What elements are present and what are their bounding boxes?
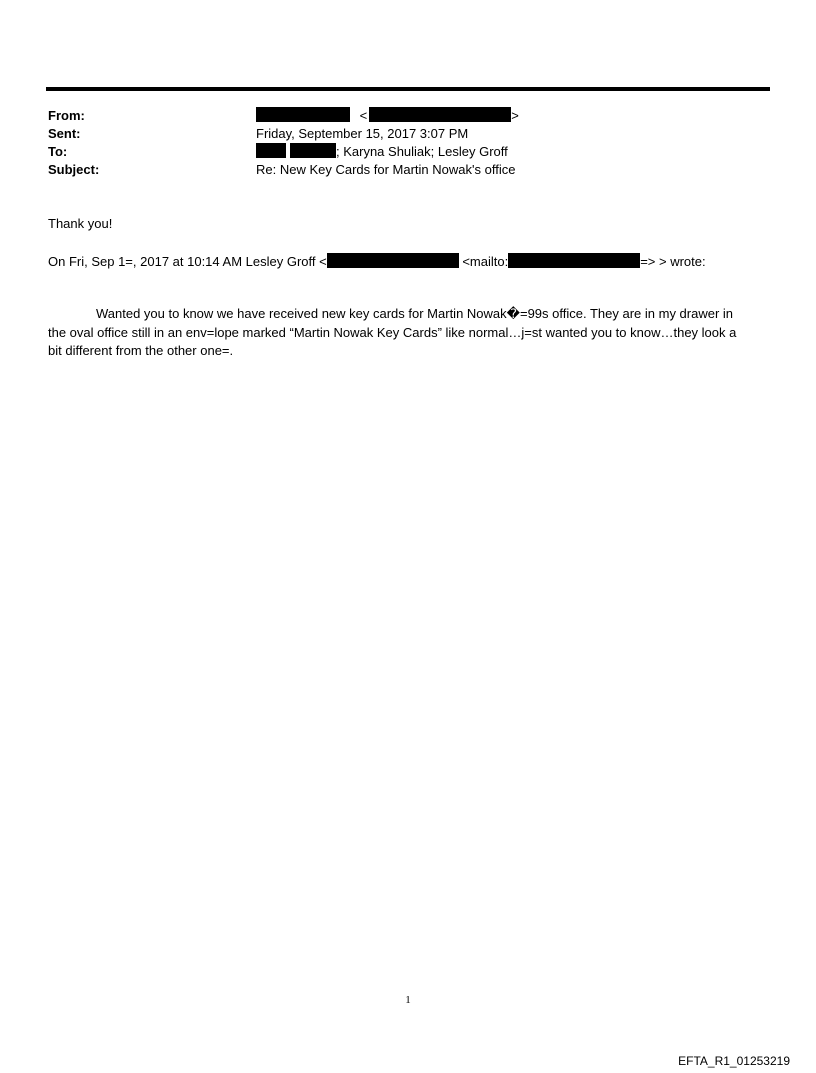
paragraph-line: bit different from the other one=. (48, 343, 234, 358)
header-divider (46, 87, 770, 91)
redaction-block (294, 107, 350, 122)
document-id: EFTA_R1_01253219 (678, 1054, 790, 1068)
from-open-bracket: < (359, 108, 368, 123)
redaction-block (327, 253, 459, 268)
redaction-block (369, 107, 511, 122)
from-label: From: (48, 108, 85, 123)
to-label: To: (48, 144, 68, 159)
redaction-block (508, 253, 640, 268)
quote-prefix: On Fri, Sep 1=, 2017 at 10:14 AM Lesley Groff < (48, 254, 327, 269)
paragraph-line-text: Wanted you to know we have received new key cards for Martin Nowak�=99s office. They are in my drawer in (96, 306, 734, 321)
paragraph-line (48, 305, 770, 324)
subject-label: Subject: (48, 162, 100, 177)
paragraph-line: the oval office still in an env=lope marked “Martin Nowak Key Cards” like normal…j=st wanted you to know…they look a (48, 324, 737, 340)
quote-suffix: => > wrote: (640, 254, 706, 269)
redaction-block (256, 143, 286, 158)
to-value-wrap (256, 143, 508, 161)
from-value (256, 107, 519, 125)
quote-header (48, 253, 706, 271)
quoted-paragraph (48, 305, 770, 361)
quote-mailto: <mailto: (462, 254, 509, 269)
greeting-text: Thank you! (48, 216, 113, 231)
redaction-block (256, 107, 294, 122)
redaction-block (290, 143, 336, 158)
page-number: 1 (405, 994, 411, 1006)
to-value: ; Karyna Shuliak; Lesley Groff (336, 144, 508, 159)
sent-value: Friday, September 15, 2017 3:07 PM (256, 126, 469, 141)
subject-value: Re: New Key Cards for Martin Nowak's office (256, 162, 516, 177)
from-close-bracket: > (511, 108, 519, 123)
sent-label: Sent: (48, 126, 81, 141)
